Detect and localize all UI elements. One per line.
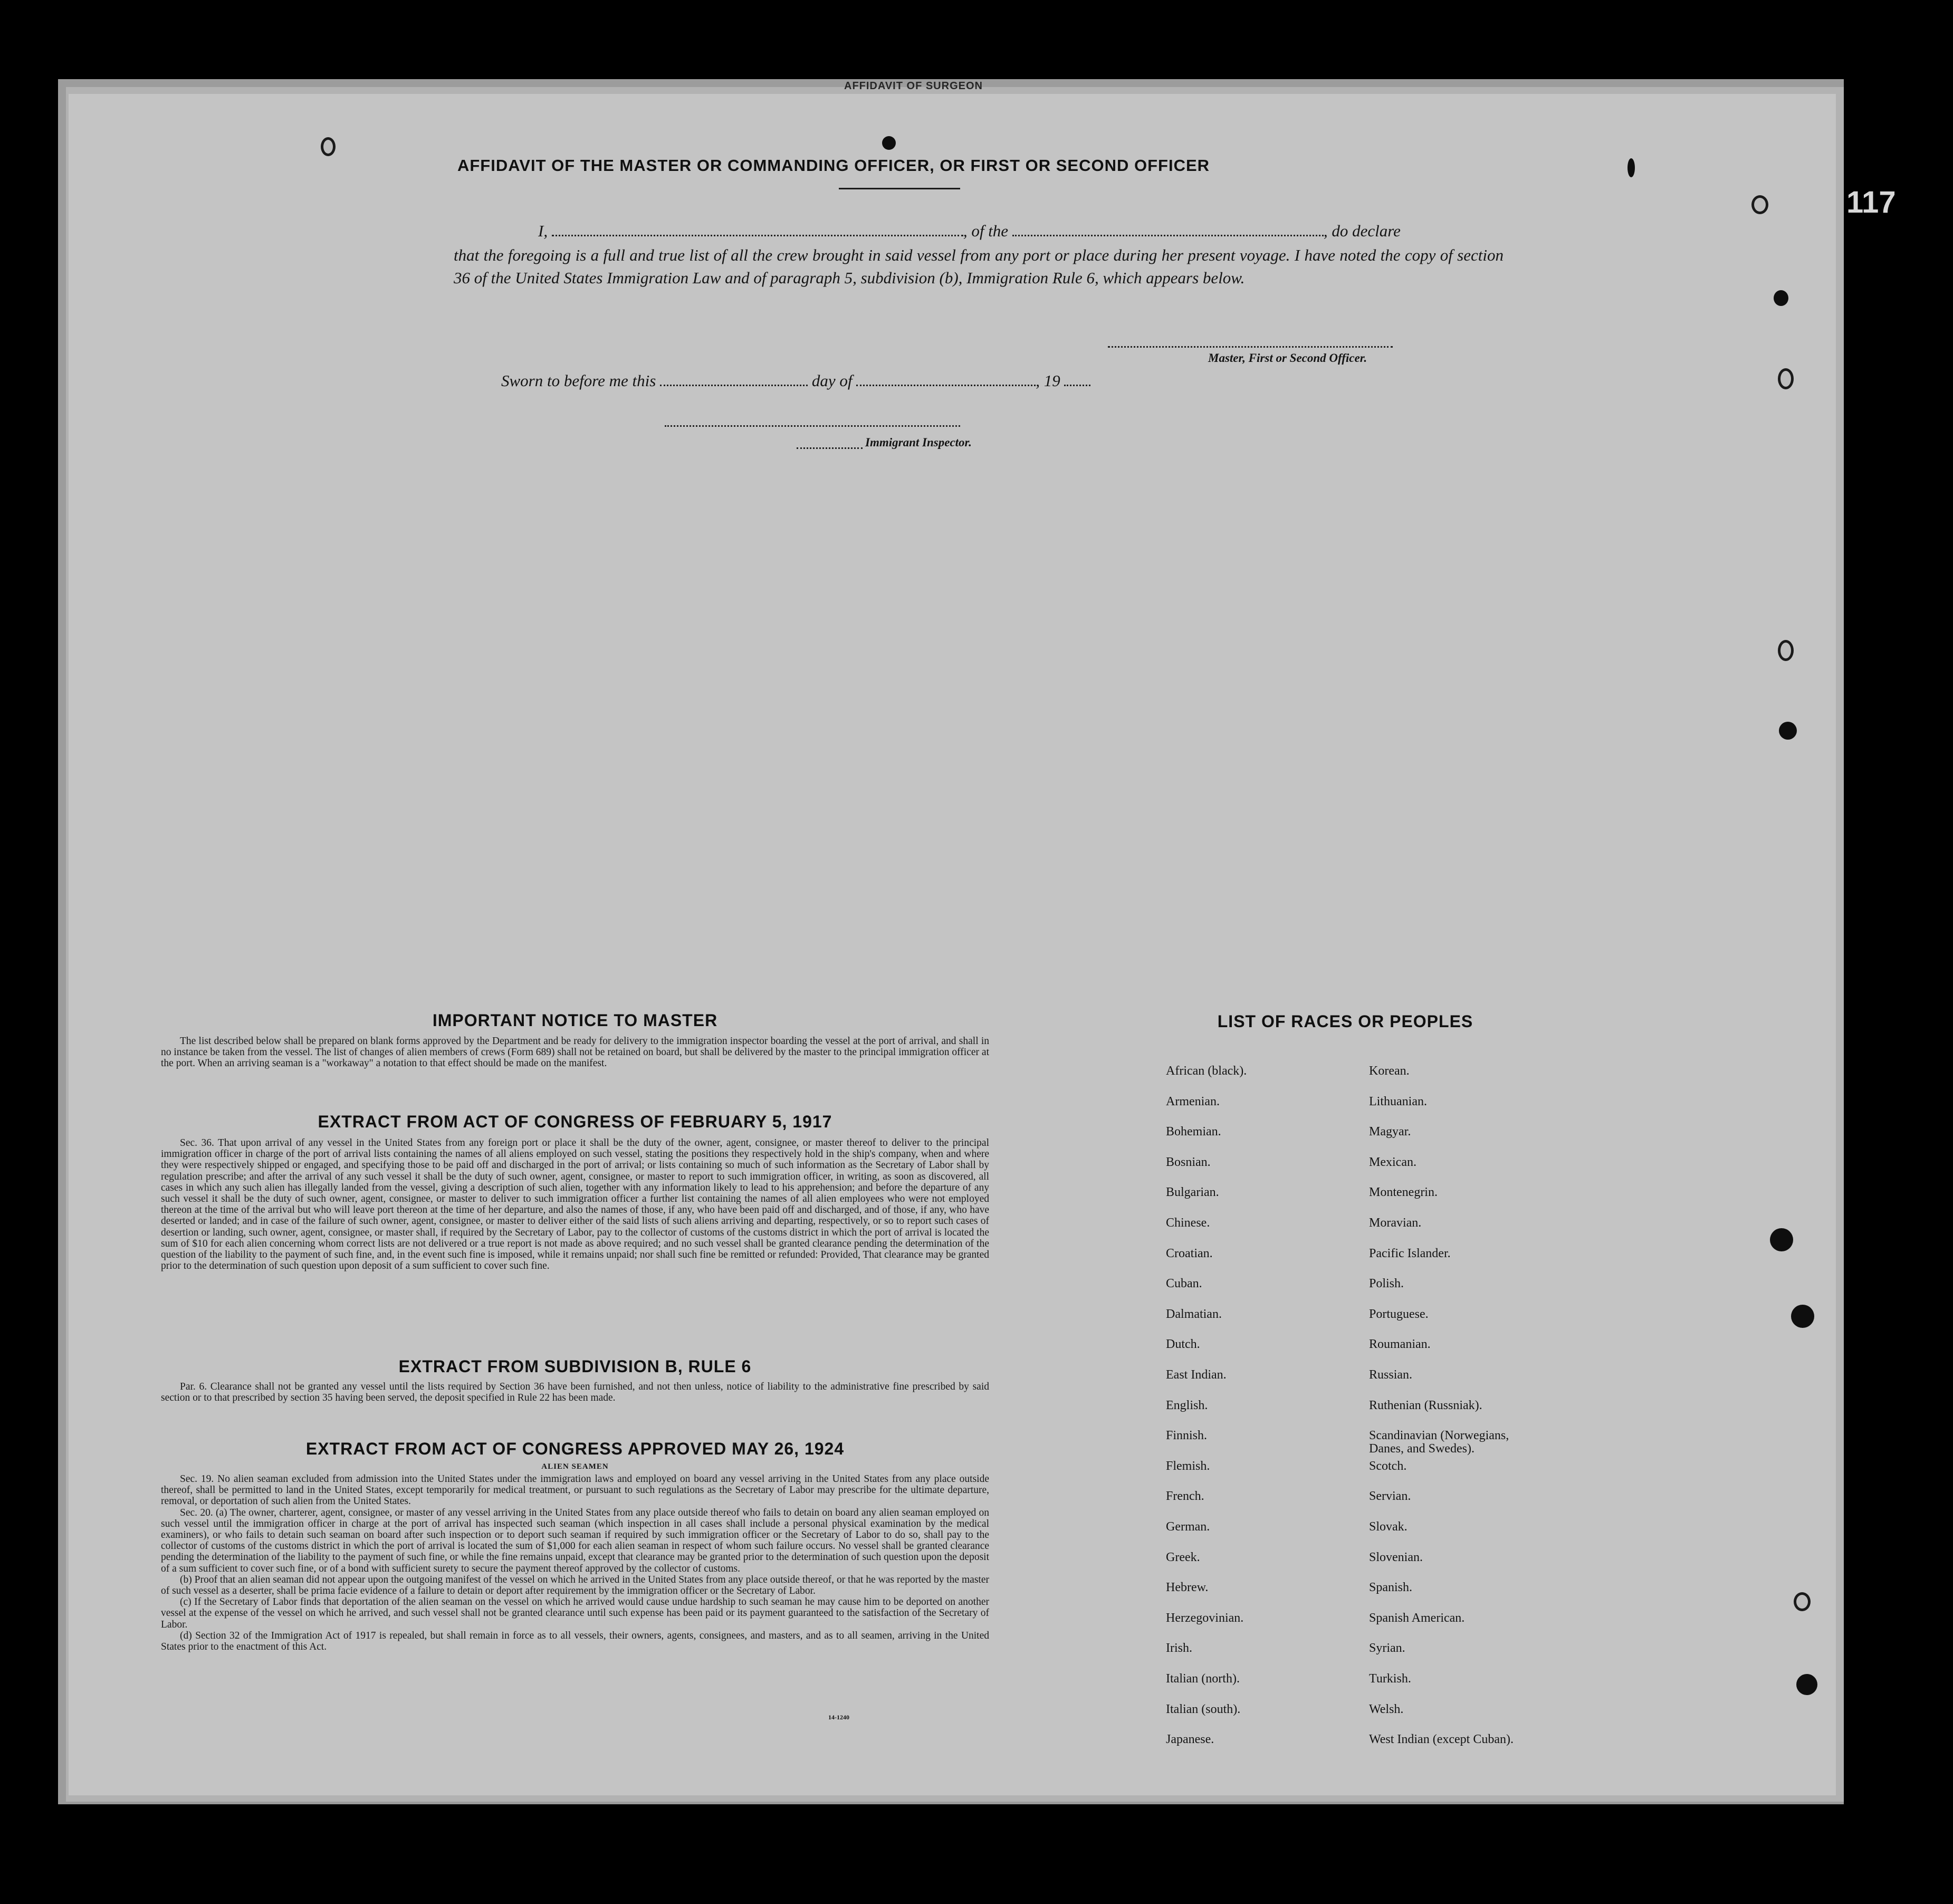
race-item: Italian (north). <box>1166 1672 1240 1686</box>
race-item: Cuban. <box>1166 1277 1202 1291</box>
punch-hole <box>1751 195 1768 214</box>
race-item: Bulgarian. <box>1166 1185 1219 1200</box>
punch-hole <box>1779 722 1797 740</box>
race-item: Lithuanian. <box>1369 1094 1427 1108</box>
race-item: Italian (south). <box>1166 1702 1241 1716</box>
race-item: Servian. <box>1369 1489 1411 1504</box>
race-item: Ruthenian (Russniak). <box>1369 1398 1482 1412</box>
declaration-line <box>454 219 1509 242</box>
race-item: Polish. <box>1369 1277 1404 1291</box>
sworn-year-label: , 19 <box>1036 371 1060 390</box>
race-item: Portuguese. <box>1369 1307 1429 1321</box>
race-item: Bosnian. <box>1166 1155 1211 1169</box>
race-item: Spanish. <box>1369 1581 1413 1595</box>
section-20d-paragraph: (d) Section 32 of the Immigration Act of 1917 is repealed, but shall remain in force as to all vessels, their owners, agents, consignees, and masters, and as to all seamen, arriving in the United States prior to the enactment of this Act. <box>161 1630 989 1653</box>
race-item: Spanish American. <box>1369 1611 1465 1625</box>
race-item: Pacific Islander. <box>1369 1246 1451 1260</box>
sworn-line <box>501 369 1293 392</box>
punch-hole <box>321 137 336 156</box>
race-item: Japanese. <box>1166 1733 1214 1747</box>
extract-rule6-text <box>161 1381 989 1403</box>
race-item: Dalmatian. <box>1166 1307 1222 1321</box>
race-item: West Indian (except Cuban). <box>1369 1733 1514 1747</box>
race-item: Scotch. <box>1369 1459 1407 1473</box>
notice-text <box>161 1036 989 1069</box>
race-item: Croatian. <box>1166 1246 1213 1260</box>
race-item: Chinese. <box>1166 1216 1210 1230</box>
race-item: Flemish. <box>1166 1459 1210 1473</box>
paragraph-6: Par. 6. Clearance shall not be granted any vessel until the lists required by Section 36 have been furnished, and not then unless, notice of liability to the administrative fine prescribed by said section or to that prescribed by section 35 having been served, the deposit specified in Rule 22 has been made. <box>161 1381 989 1404</box>
punch-hole <box>1774 290 1788 306</box>
sworn-day-label: day of <box>811 371 853 390</box>
master-signature-label: Master, First or Second Officer. <box>1208 351 1367 365</box>
race-item: Montenegrin. <box>1369 1185 1438 1200</box>
extract-rule6-title: EXTRACT FROM SUBDIVISION B, RULE 6 <box>398 1357 752 1376</box>
notice-paragraph: The list described below shall be prepared on blank forms approved by the Department and be ready for delivery to the immigration inspector boarding the vessel at the port of arrival, and shall in no instance be taken from the vessel. The list of changes of alien members of crews (Form 689) shall not be retained on board, but shall be delivered by the master to the principal immigration officer at the port. When an arriving seaman is a "workaway" a notation to that effect should be made on the manifest. <box>161 1036 989 1069</box>
race-item: Russian. <box>1369 1368 1413 1382</box>
underlying-sheet-heading: AFFIDAVIT OF SURGEON <box>844 80 983 92</box>
extract-1924-title: EXTRACT FROM ACT OF CONGRESS APPROVED MAY 26, 1924 <box>305 1439 845 1458</box>
section-19-paragraph: Sec. 19. No alien seaman excluded from admission into the United States under the immigration laws and employed on board any vessel arriving in the United States from any place outside thereof, shall be permitted to land in the United States, except temporarily for medical treatment, or pursuant to such regulations as the Secretary of Labor may prescribe for the ultimate departure, removal, or deportation of such alien from the United States. <box>161 1474 989 1507</box>
affidavit-title: AFFIDAVIT OF THE MASTER OR COMMANDING OFFICER, OR FIRST OR SECOND OFFICER <box>457 156 1210 175</box>
section-36-paragraph: Sec. 36. That upon arrival of any vessel in the United States from any foreign port or place it shall be the duty of the owner, agent, consignee, or master thereof to deliver to the principal immigration officer in charge of the port of arrival lists containing the names of all aliens employed on such vessel, stating the positions they respectively hold in the ship's company, when and where they were respectively shipped or engaged, and specifying those to be paid off and discharged in the port of arrival; or lists containing so much of such information as the Secretary of Labor shall by regulation prescribe; and after the arrival of any such vessel it shall be the duty of such owner, agent, consignee, or master to report to such immigration officer, in writing, as soon as discovered, all cases in which any such alien has illegally landed from the vessel, giving a description of such alien, together with any information likely to lead to his apprehension; and before the departure of any such vessel it shall be the duty of such owner, agent, consignee, or master to deliver to such immigration officer a further list containing the names of all alien employees who were not employed thereon at the time of the arrival but who will leave port thereon at the time of her departure, and also the names of those, if any, who have been paid off and discharged, and of those, if any, who have deserted or landed; and in case of the failure of such owner, agent, consignee, or master to deliver either of the said lists of such aliens arriving and departing, respectively, or so to report such cases of desertion or landing, such owner, agent, consignee, or master shall, if required by the Secretary of Labor, pay to the collector of customs of the customs district in which the port of arrival is located the sum of $10 for each alien concerning whom correct lists are not delivered or a true report is not made as above required; and no such vessel shall be granted clearance pending the determination of the question of the liability to the payment of such fine, and, in the event such fine is imposed, while it remains unpaid; nor shall such fine be remitted or refunded: Provided, That clearance may be granted prior to the determination of such question upon deposit of a sum sufficient to cover such fine. <box>161 1137 989 1272</box>
inspector-signature-line <box>665 424 960 427</box>
sworn-year-blank <box>1064 373 1090 386</box>
alien-seamen-subhead: ALIEN SEAMEN <box>541 1462 609 1471</box>
race-item: Roumanian. <box>1369 1337 1431 1352</box>
form-code: 14-1240 <box>828 1714 849 1721</box>
races-title: LIST OF RACES OR PEOPLES <box>1217 1012 1473 1031</box>
race-item: Hebrew. <box>1166 1581 1209 1595</box>
punch-hole <box>1778 640 1794 661</box>
race-item: English. <box>1166 1398 1208 1412</box>
race-item: Slovenian. <box>1369 1550 1423 1564</box>
title-rule <box>839 188 960 189</box>
race-item: East Indian. <box>1166 1368 1227 1382</box>
punch-hole <box>1794 1592 1811 1611</box>
extract-1917-text <box>161 1137 989 1271</box>
punch-hole <box>1770 1228 1793 1251</box>
race-item: Moravian. <box>1369 1216 1422 1230</box>
section-20b-paragraph: (b) Proof that an alien seaman did not appear upon the outgoing manifest of the vessel on which he arrived in the United States from any place outside thereof, or that he was reported by the master of such vessel as a deserter, shall be prima facie evidence of a failure to detain or deport after requirement by the immigration officer or the Secretary of Labor. <box>161 1574 989 1597</box>
declare-label: , do declare <box>1323 222 1401 240</box>
race-item: Turkish. <box>1369 1672 1411 1686</box>
extract-1924-text <box>161 1474 989 1652</box>
race-item: Dutch. <box>1166 1337 1200 1352</box>
section-20c-paragraph: (c) If the Secretary of Labor finds that deportation of the alien seaman on the vessel on which he arrived would cause undue hardship to such seaman he may cause him to be deported on another vessel at the expense of the vessel on which he arrived, and such vessel shall not be granted clearance until such expense has been paid or its payment guaranteed to the satisfaction of the Secretary of Labor. <box>161 1596 989 1630</box>
race-item: Scandinavian (Norwegians, <box>1369 1429 1509 1443</box>
master-signature-line <box>1108 345 1393 348</box>
declare-i-label: I, <box>538 222 548 240</box>
punch-hole <box>1778 368 1794 389</box>
race-item: Magyar. <box>1369 1125 1411 1139</box>
punch-hole <box>882 136 896 150</box>
race-item: French. <box>1166 1489 1204 1504</box>
race-item: Armenian. <box>1166 1094 1220 1108</box>
of-the-label: , of the <box>963 222 1009 240</box>
page-margin-number: 117 <box>1846 185 1896 219</box>
race-item-continued: Danes, and Swedes). <box>1369 1442 1475 1456</box>
manifest-page <box>69 94 1836 1795</box>
race-item: German. <box>1166 1520 1210 1534</box>
name-blank <box>552 223 963 236</box>
race-item: Irish. <box>1166 1641 1192 1656</box>
vessel-blank <box>1012 223 1324 236</box>
sworn-label: Sworn to before me this <box>501 371 656 390</box>
section-20a-paragraph: Sec. 20. (a) The owner, charterer, agent, consignee, or master of any vessel arriving in the United States from any place outside thereof who fails to detain on board any alien seaman employed on such vessel until the immigration officer in charge at the port of arrival has inspected such seaman (which inspection in all cases shall include a personal physical examination by the medical examiners), or who fails to detain such seaman on board after such inspection or to deport such seaman if required by such immigration officer or the Secretary of Labor to do so, shall pay to the collector of customs of the customs district in which the port of arrival is located the sum of $1,000 for each alien seaman in respect of whom such failure occurs. No vessel shall be granted clearance pending the determination of the liability to the payment of such fine, or while the fine remains unpaid, except that clearance may be granted prior to the determination of such question upon the deposit of a sum sufficient to cover such fine, or of a bond with sufficient surety to secure the payment thereof approved by the collector of customs. <box>161 1507 989 1574</box>
sworn-month-blank <box>856 373 1036 386</box>
race-item: Bohemian. <box>1166 1125 1221 1139</box>
notice-title: IMPORTANT NOTICE TO MASTER <box>432 1011 718 1030</box>
extract-1917-title: EXTRACT FROM ACT OF CONGRESS OF FEBRUARY 5, 1917 <box>318 1112 832 1131</box>
punch-hole <box>1628 158 1635 177</box>
race-item: Mexican. <box>1369 1155 1416 1169</box>
inspector-signature-label: Immigrant Inspector. <box>865 436 972 449</box>
punch-hole <box>1796 1674 1817 1695</box>
inspector-signature-line-short <box>797 446 863 449</box>
punch-hole <box>1791 1305 1814 1328</box>
race-item: Syrian. <box>1369 1641 1405 1656</box>
race-item: Slovak. <box>1369 1520 1408 1534</box>
race-item: Korean. <box>1369 1064 1410 1078</box>
race-item: Greek. <box>1166 1550 1200 1564</box>
race-item: African (black). <box>1166 1064 1247 1078</box>
declaration-text: that the foregoing is a full and true list of all the crew brought in said vessel from any port or place during her present voyage. I have noted the copy of section 36 of the United States Immigration Law and of paragraph 5, subdivision (b), Immigration Rule 6, which appears below. <box>454 246 1504 287</box>
sworn-day-blank <box>660 373 808 386</box>
race-item: Finnish. <box>1166 1429 1208 1443</box>
race-item: Welsh. <box>1369 1702 1404 1716</box>
race-item: Herzegovinian. <box>1166 1611 1244 1625</box>
